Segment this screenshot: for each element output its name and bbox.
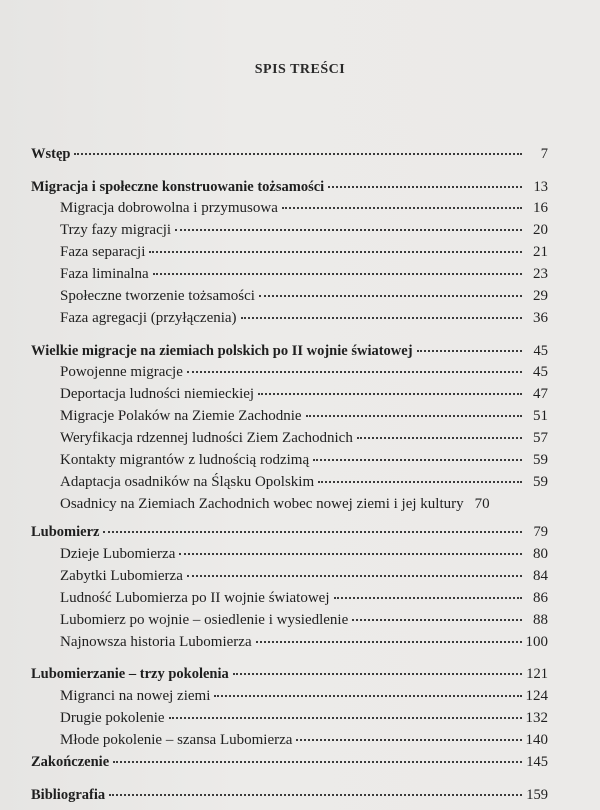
toc-page-number: 84 [533, 568, 548, 584]
leader-dots [417, 349, 522, 352]
toc-entry-label: Adaptacja osadników na Śląsku Opolskim [60, 474, 315, 490]
leader-dots [256, 640, 522, 643]
toc-page-number: 45 [533, 343, 548, 359]
toc-page-number: 13 [533, 179, 548, 195]
leader-dots [187, 370, 522, 373]
toc-entry-label: Powojenne migracje [60, 364, 183, 380]
toc-page-number: 159 [526, 787, 548, 803]
toc-entry-label: Zakończenie [31, 754, 110, 770]
leader-dots [109, 793, 522, 796]
leader-dots [149, 250, 522, 253]
leader-dots [352, 618, 522, 621]
toc-entry-label: Wielkie migracje na ziemiach polskich po II wojnie światowej [31, 343, 413, 359]
toc-page-number: 79 [533, 524, 548, 540]
leader-dots [313, 458, 522, 461]
toc-entry-chapter-2 [31, 340, 548, 362]
toc-page-number: 29 [533, 288, 548, 304]
toc-entry-label: Migranci na nowej ziemi [60, 688, 211, 704]
toc-entry-label: Faza agregacji (przyłączenia) [60, 310, 237, 326]
toc-entry-sub [60, 263, 548, 285]
toc-entry-sub [60, 285, 548, 307]
toc-entry-label: Trzy fazy migracji [60, 222, 172, 238]
leader-dots [241, 316, 522, 319]
toc-entry-chapter-3 [31, 521, 548, 543]
toc-page-number: 7 [540, 146, 548, 162]
toc-entry-chapter-4 [31, 663, 548, 685]
toc-entry-label: Migracje Polaków na Ziemie Zachodnie [60, 408, 302, 424]
toc-page-number: 70 [474, 496, 490, 512]
toc-entry-sub [60, 493, 548, 515]
toc-page-number: 132 [525, 710, 548, 726]
toc-entry-label: Migracja dobrowolna i przymusowa [60, 200, 278, 216]
leader-dots [282, 206, 522, 209]
toc-page-number: 140 [525, 732, 548, 748]
toc-page-number: 100 [525, 634, 548, 650]
toc-page-number: 145 [526, 754, 548, 770]
toc-entry-label: Faza separacji [60, 244, 146, 260]
toc-entry-zakonczenie [31, 751, 548, 773]
leader-dots [259, 294, 522, 297]
toc-entry-label: Młode pokolenie – szansa Lubomierza [60, 732, 293, 748]
toc-entry-sub [60, 729, 548, 751]
toc-page-number: 47 [533, 386, 548, 402]
leader-dots [258, 392, 522, 395]
toc-entry-sub [60, 427, 548, 449]
leader-dots [179, 552, 522, 555]
toc-page-number: 57 [533, 430, 548, 446]
toc-entry-sub [60, 197, 548, 219]
toc-page-number: 36 [533, 310, 548, 326]
toc-entry-label: Kontakty migrantów z ludnością rodzimą [60, 452, 310, 468]
toc-page-number: 51 [533, 408, 548, 424]
leader-dots [175, 228, 522, 231]
toc-entry-label: Lubomierz [31, 524, 100, 540]
toc-entry-sub [60, 565, 548, 587]
toc-entry-label: Faza liminalna [60, 266, 149, 282]
leader-dots [153, 272, 522, 275]
toc-entry-sub [60, 609, 548, 631]
toc-entry-sub [60, 219, 548, 241]
toc-entry-label: Wstęp [31, 146, 71, 162]
toc-page-number: 59 [533, 474, 548, 490]
toc-entry-label: Dzieje Lubomierza [60, 546, 176, 562]
leader-dots [296, 738, 521, 741]
leader-dots [214, 694, 521, 697]
toc-entry-sub [60, 361, 548, 383]
leader-dots [187, 574, 522, 577]
toc-page-number: 88 [533, 612, 548, 628]
toc-entry-sub [60, 405, 548, 427]
toc-entry-chapter-1 [31, 176, 548, 198]
toc-entry-sub [60, 543, 548, 565]
leader-dots [103, 530, 522, 533]
leader-dots [306, 414, 522, 417]
toc-entry-sub [60, 631, 548, 653]
toc-entry-label: Lubomierz po wojnie – osiedlenie i wysiedlenie [60, 612, 349, 628]
page-title: SPIS TREŚCI [254, 62, 346, 77]
toc-entry-wstep [31, 143, 548, 165]
toc-entry-label: Osadnicy na Ziemiach Zachodnich wobec nowej ziemi i jej kultury [60, 496, 464, 512]
toc-entry-sub [60, 307, 548, 329]
toc-entry-sub [60, 471, 548, 493]
toc-page-number: 86 [533, 590, 548, 606]
leader-dots [328, 185, 522, 188]
toc-entry-sub [60, 383, 548, 405]
toc-entry-label: Społeczne tworzenie tożsamości [60, 288, 255, 304]
toc-entry-sub [60, 241, 548, 263]
toc-page-number: 16 [533, 200, 548, 216]
toc-entry-label: Bibliografia [31, 787, 106, 803]
toc-page-number: 121 [526, 666, 548, 682]
toc-entry-label: Zabytki Lubomierza [60, 568, 183, 584]
leader-dots [169, 716, 522, 719]
toc-entry-label: Drugie pokolenie [60, 710, 165, 726]
leader-dots [318, 480, 522, 483]
toc-entry-sub [60, 449, 548, 471]
toc-page-number: 45 [533, 364, 548, 380]
toc-entry-label: Najnowsza historia Lubomierza [60, 634, 252, 650]
leader-dots [113, 760, 522, 763]
leader-dots [233, 672, 522, 675]
toc-page-number: 80 [533, 546, 548, 562]
toc-entry-sub [60, 587, 548, 609]
toc-entry-sub [60, 685, 548, 707]
toc-entry-sub [60, 707, 548, 729]
leader-dots [74, 152, 522, 155]
toc-entry-label: Migracja i społeczne konstruowanie tożsamości [31, 179, 325, 195]
toc-page-number: 124 [525, 688, 548, 704]
toc-page-number: 20 [533, 222, 548, 238]
toc-page-number: 21 [533, 244, 548, 260]
toc-entry-label: Deportacja ludności niemieckiej [60, 386, 255, 402]
toc-page-number: 59 [533, 452, 548, 468]
toc-entry-label: Ludność Lubomierza po II wojnie światowej [60, 590, 330, 606]
toc-entry-label: Lubomierzanie – trzy pokolenia [31, 666, 229, 682]
toc-page-number: 23 [533, 266, 548, 282]
leader-dots [357, 436, 522, 439]
leader-dots [334, 596, 522, 599]
toc-entry-label: Weryfikacja rdzennej ludności Ziem Zachodnich [60, 430, 353, 446]
toc-entry-bibliografia [31, 784, 548, 806]
